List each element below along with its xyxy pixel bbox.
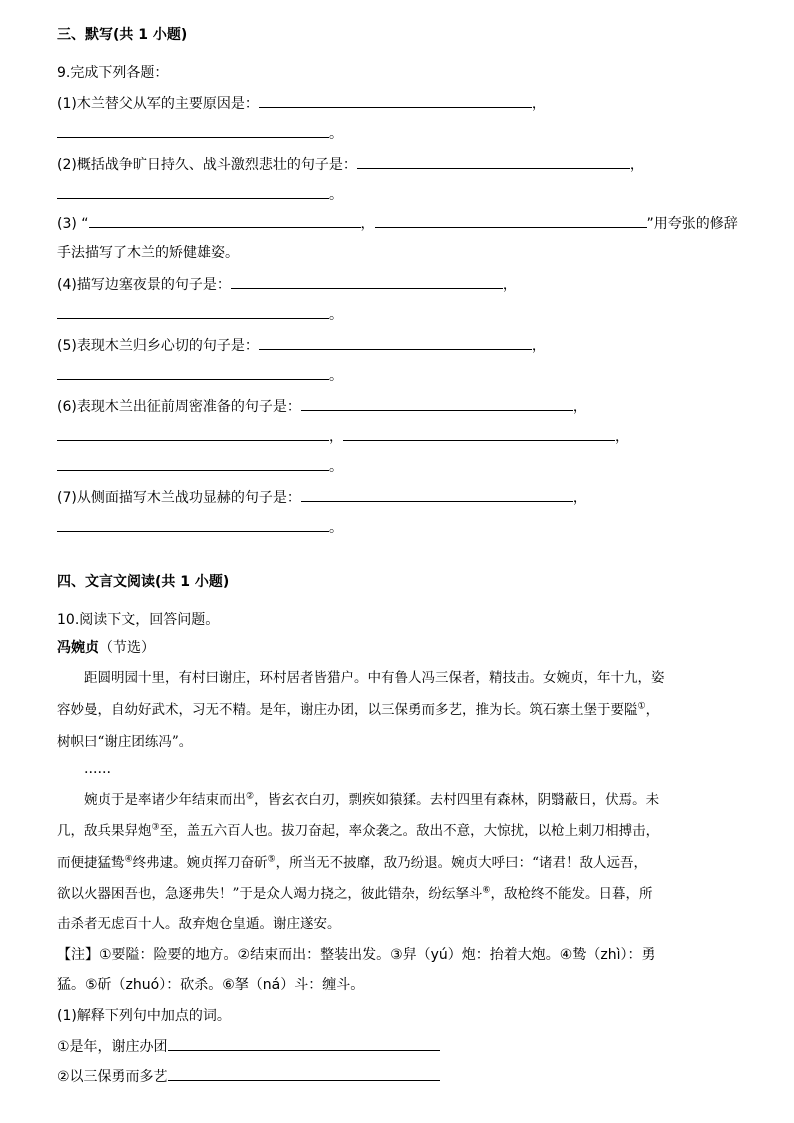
answer-blank[interactable]: [259, 93, 532, 108]
answer-blank[interactable]: [168, 1066, 440, 1081]
footnote-marker: ⑥: [482, 885, 491, 896]
answer-blank[interactable]: [357, 154, 630, 169]
passage-p2-line4: [57, 884, 769, 904]
q9-item-5-label: (5)表现木兰归乡心切的句子是：: [57, 338, 259, 354]
footnote-marker: ②: [246, 791, 255, 802]
answer-blank[interactable]: [57, 517, 329, 532]
passage-p2-line3: [57, 853, 769, 873]
comma: ，: [502, 277, 517, 293]
passage-title-text: 冯婉贞: [57, 640, 99, 656]
q9-item-5-line2: [57, 365, 343, 386]
q9-item-4-label: (4)描写边塞夜景的句子是：: [57, 277, 231, 293]
q9-item-6: [57, 396, 587, 417]
section-4-title: 四、文言文阅读(共 1 小题): [57, 574, 230, 590]
passage-note: （节选）: [99, 640, 155, 656]
period: 。: [329, 307, 343, 323]
passage-text: 容妙曼，自幼好武术，习无不精。是年，谢庄办团，以三保勇而多艺，推为长。筑石寨土堡于要隘: [57, 702, 638, 718]
question-10-stem: 10.阅读下文，回答问题。: [57, 612, 220, 628]
passage-p2-line2: [57, 821, 769, 841]
period: 。: [329, 187, 343, 203]
q9-item-2-label: (2)概括战争旷日持久、战斗激烈悲壮的句子是：: [57, 157, 357, 173]
answer-blank[interactable]: [259, 335, 532, 350]
q9-item-3-suffix: ”用夸张的修辞: [646, 216, 738, 232]
question-9-stem: 9.完成下列各题：: [57, 65, 169, 81]
passage-title: [57, 638, 155, 658]
passage-p1-line1: 距圆明园十里，有村曰谢庄，环村居者皆猎户。中有鲁人冯三保者，精技击。女婉贞，年十九，姿: [84, 670, 665, 686]
passage-text: 几，敌兵果舁炮: [57, 823, 152, 839]
passage-text: 欲以火器困吾也，急逐弗失！”于是众人竭力挠之，彼此错杂，纷纭拏斗: [57, 886, 483, 902]
passage-p1-line3: 树帜曰“谢庄团练冯”。: [57, 734, 193, 750]
answer-blank[interactable]: [57, 123, 329, 138]
q10-sub1-a-label: ①是年，谢庄办团: [57, 1039, 168, 1055]
q9-item-1: [57, 93, 546, 114]
answer-blank[interactable]: [57, 365, 329, 380]
passage-p2-line5: 击杀者无虑百十人。敌弃炮仓皇遁。谢庄遂安。: [57, 916, 341, 932]
comma: ，: [531, 338, 546, 354]
q9-item-4-line2: [57, 304, 343, 325]
period: 。: [329, 368, 343, 384]
section-3-title: 三、默写(共 1 小题): [57, 27, 188, 43]
comma: ，: [629, 157, 644, 173]
footnote-marker: ③: [151, 822, 160, 833]
passage-text: 婉贞于是率诸少年结束而出: [84, 792, 246, 808]
q9-item-3: [57, 213, 738, 234]
answer-blank[interactable]: [57, 426, 329, 441]
q9-item-7-line2: [57, 517, 343, 538]
passage-p2-line1: [57, 790, 794, 810]
answer-blank[interactable]: [168, 1036, 440, 1051]
q9-item-7: [57, 487, 587, 508]
notes-line2: 猛。⑤斫（zhuó）：砍杀。⑥拏（ná）斗：缠斗。: [57, 977, 365, 993]
q9-item-3-label: (3) “: [57, 216, 89, 232]
q10-sub1-b-label: ②以三保勇而多艺: [57, 1069, 168, 1085]
answer-blank[interactable]: [375, 213, 647, 228]
answer-blank[interactable]: [89, 213, 361, 228]
q9-item-2-line2: [57, 184, 343, 205]
comma: ，: [329, 429, 343, 445]
comma: ，: [572, 490, 587, 506]
q9-item-5: [57, 335, 546, 356]
q9-item-6-line2: [57, 426, 629, 447]
q9-item-7-label: (7)从侧面描写木兰战功显赫的句子是：: [57, 490, 301, 506]
passage-text: ，所当无不披靡，敌乃纷退。婉贞大呼曰：“诸君！敌人远吾，: [275, 855, 648, 871]
answer-blank[interactable]: [231, 274, 503, 289]
comma: ，: [615, 429, 629, 445]
passage-text: 至，盖五六百人也。拔刀奋起，率众袭之。敌出不意，大惊扰，以枪上刺刀相搏击，: [159, 823, 660, 839]
answer-blank[interactable]: [301, 487, 573, 502]
period: 。: [329, 126, 343, 142]
footnote-marker: ⑤: [267, 854, 276, 865]
notes-line1: 【注】①要隘：险要的地方。②结束而出：整装出发。③舁（yú）炮：抬着大炮。④鸷（zhì）：勇: [57, 947, 656, 963]
q10-sub1-b: [57, 1066, 440, 1087]
comma: ，: [572, 399, 587, 415]
q9-item-3-line2: 手法描写了木兰的矫健雄姿。: [57, 245, 239, 261]
passage-ellipsis: ……: [84, 761, 111, 777]
q9-item-4: [57, 274, 517, 295]
passage-text: ，敌枪终不能发。日暮，所: [490, 886, 653, 902]
footnote-marker: ①: [637, 701, 646, 712]
footnote-marker: ④: [124, 854, 133, 865]
passage-text: ，: [645, 702, 660, 718]
passage-p1-line2: [57, 700, 769, 720]
passage-text: 而便捷猛鸷: [57, 855, 125, 871]
passage-text: ，皆玄衣白刃，剽疾如猿猱。去村四里有森林，阴翳蔽日，伏焉。未: [254, 792, 660, 808]
answer-blank[interactable]: [57, 456, 329, 471]
q9-item-2: [57, 154, 644, 175]
q10-sub1-a: [57, 1036, 440, 1057]
answer-blank[interactable]: [57, 184, 329, 199]
answer-blank[interactable]: [301, 396, 573, 411]
answer-blank[interactable]: [57, 304, 329, 319]
answer-blank[interactable]: [343, 426, 615, 441]
q9-item-6-line3: [57, 456, 343, 477]
comma: ，: [360, 216, 375, 232]
q9-item-1-line2: [57, 123, 343, 144]
q9-item-1-label: (1)木兰替父从军的主要原因是：: [57, 96, 259, 112]
q10-sub1-stem: (1)解释下列句中加点的词。: [57, 1008, 231, 1024]
passage-text: 终弗逮。婉贞挥刀奋斫: [132, 855, 268, 871]
comma: ，: [531, 96, 546, 112]
q9-item-6-label: (6)表现木兰出征前周密准备的句子是：: [57, 399, 301, 415]
period: 。: [329, 520, 343, 536]
period: 。: [329, 459, 343, 475]
